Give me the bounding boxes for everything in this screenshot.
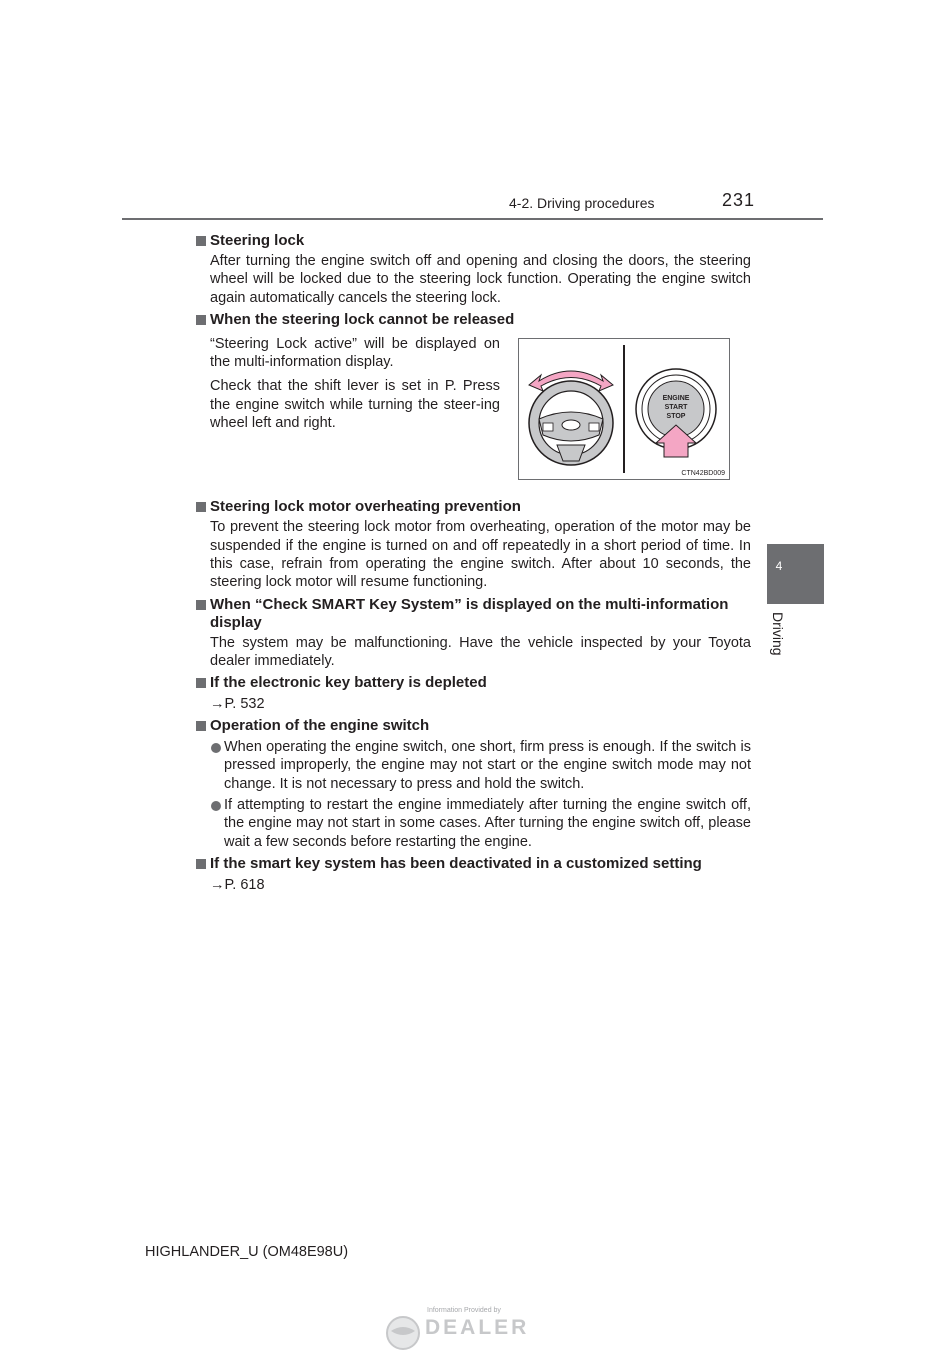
page-content — [196, 228, 751, 894]
section-heading-operation: Operation of the engine switch — [196, 717, 751, 735]
illustration-code: CTN42BD009 — [681, 470, 725, 477]
square-bullet-icon — [196, 721, 206, 731]
watermark-big-text: DEALER — [425, 1316, 530, 1339]
square-bullet-icon — [196, 600, 206, 610]
section-heading-deactivated: If the smart key system has been deactivated in a customized setting — [196, 855, 751, 873]
steering-wheel-and-button-drawing — [519, 339, 729, 479]
header-section-title: 4-2. Driving procedures — [509, 195, 655, 211]
cannot-release-text-1: “Steering Lock active” will be displayed on the multi-information display. — [210, 335, 500, 371]
battery-depleted-page-ref: →P. 532 — [210, 696, 265, 713]
watermark-small-text: Information Provided by — [427, 1307, 501, 1314]
square-bullet-icon — [196, 236, 206, 246]
section-heading-check-smart-key: When “Check SMART Key System” is displayed on the multi-information display — [196, 596, 751, 632]
dealer-watermark — [385, 1307, 555, 1353]
round-bullet-icon — [211, 743, 221, 753]
section-heading-cannot-release: When the steering lock cannot be released — [196, 311, 751, 329]
square-bullet-icon — [196, 678, 206, 688]
header-rule — [122, 218, 823, 220]
operation-bullet-2: If attempting to restart the engine immediately after turning the engine switch off, the engine may not start in some cases. After turning the engine switch off, please wait a few seconds before restarting the engine. — [196, 796, 751, 851]
round-bullet-icon — [211, 801, 221, 811]
chapter-tab-label: Driving — [770, 612, 786, 656]
section-heading-battery-depleted: If the electronic key battery is depleted — [196, 674, 751, 692]
operation-bullet-1: When operating the engine switch, one short, firm press is enough. If the switch is pressed improperly, the engine may not start or the engine switch mode may not change. It is not necessary to press and hold the switch. — [196, 738, 751, 793]
overheating-text: To prevent the steering lock motor from overheating, operation of the motor may be suspended if the engine is turned on and off repeatedly in a short period of time. In this case, refrain from operating the engine switch. After about 10 seconds, the steering lock motor will resume functioning. — [210, 519, 751, 591]
section-heading-steering-lock: Steering lock — [196, 232, 751, 250]
square-bullet-icon — [196, 315, 206, 325]
chapter-tab-number: 4 — [775, 559, 783, 573]
square-bullet-icon — [196, 502, 206, 512]
button-text-engine: ENGINE — [662, 395, 690, 402]
steering-lock-text: After turning the engine switch off and opening and closing the doors, the steering wheel will be locked due to the steering lock function. Operating the engine switch again automatically cancels the steering lock. — [210, 253, 751, 306]
watermark-globe-icon — [385, 1315, 421, 1351]
steering-wheel-icon — [529, 381, 613, 465]
button-text-start: START — [664, 404, 688, 411]
footer-model-code: HIGHLANDER_U (OM48E98U) — [145, 1244, 349, 1260]
section-heading-overheating: Steering lock motor overheating prevention — [196, 498, 751, 516]
chapter-tab — [767, 544, 824, 604]
page-number: 231 — [722, 190, 756, 210]
button-text-stop: STOP — [666, 413, 686, 420]
cannot-release-text-2: Check that the shift lever is set in P. Press the engine switch while turning the steer-ing wheel left and right. — [210, 378, 500, 432]
check-smart-key-text: The system may be malfunctioning. Have the vehicle inspected by your Toyota dealer immediately. — [210, 634, 751, 669]
deactivated-page-ref: →P. 618 — [210, 876, 265, 893]
square-bullet-icon — [196, 859, 206, 869]
steering-lock-illustration — [518, 338, 730, 480]
